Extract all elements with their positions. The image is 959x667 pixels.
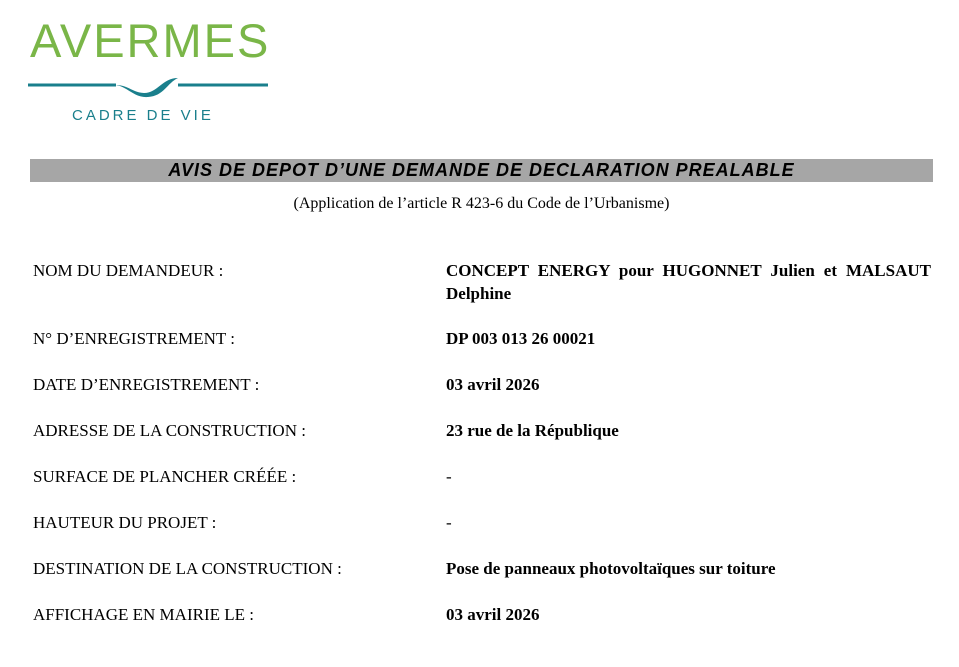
field-value: 23 rue de la République bbox=[446, 421, 619, 440]
field-label: ADRESSE DE LA CONSTRUCTION : bbox=[33, 421, 306, 440]
field-label: N° D’ENREGISTREMENT : bbox=[33, 329, 235, 348]
page-title: AVIS DE DEPOT D’UNE DEMANDE DE DECLARATION PREALABLE bbox=[30, 159, 933, 182]
field-label: DESTINATION DE LA CONSTRUCTION : bbox=[33, 559, 342, 578]
field-value: CONCEPT ENERGY pour HUGONNET Julien et MALSAUT Delphine bbox=[446, 261, 931, 303]
field-label: DATE D’ENREGISTREMENT : bbox=[33, 375, 260, 394]
avermes-logo bbox=[28, 16, 270, 128]
field-row-demandeur bbox=[33, 259, 931, 327]
field-value: DP 003 013 26 00021 bbox=[446, 329, 596, 348]
field-label: SURFACE DE PLANCHER CRÉÉE : bbox=[33, 467, 297, 486]
field-value: 03 avril 2026 bbox=[446, 605, 540, 624]
field-row-destination bbox=[33, 557, 931, 603]
page-subtitle: (Application de l’article R 423-6 du Code de l’Urbanisme) bbox=[293, 195, 670, 212]
field-label: NOM DU DEMANDEUR : bbox=[33, 261, 224, 280]
field-value: Pose de panneaux photovoltaïques sur toiture bbox=[446, 559, 776, 578]
field-row-hauteur bbox=[33, 511, 931, 557]
field-label: AFFICHAGE EN MAIRIE LE : bbox=[33, 605, 254, 624]
field-row-adresse bbox=[33, 419, 931, 465]
field-row-enregistrement bbox=[33, 327, 931, 373]
field-value: - bbox=[446, 513, 452, 532]
field-label: HAUTEUR DU PROJET : bbox=[33, 513, 217, 532]
field-row-surface bbox=[33, 465, 931, 511]
logo-wordmark: AVERMES bbox=[30, 14, 271, 67]
declaration-fields bbox=[33, 259, 931, 649]
field-value: - bbox=[446, 467, 452, 486]
field-row-date-enregistrement bbox=[33, 373, 931, 419]
field-value: 03 avril 2026 bbox=[446, 375, 540, 394]
logo-tagline: CADRE DE VIE bbox=[72, 107, 214, 124]
field-row-affichage bbox=[33, 603, 931, 649]
